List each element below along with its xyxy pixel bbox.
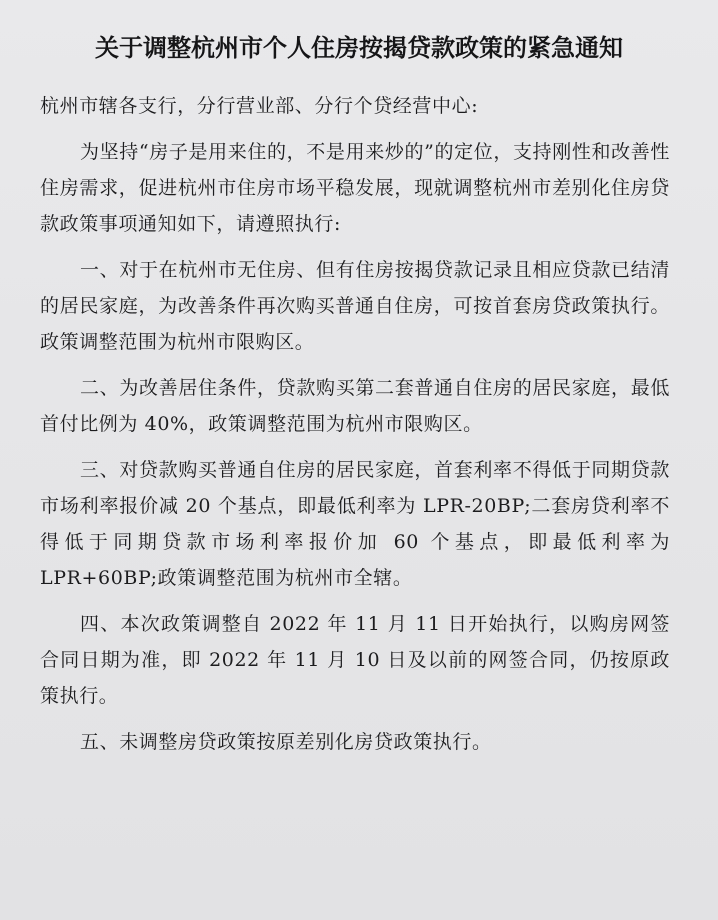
document-body bbox=[40, 88, 670, 770]
paragraph-item-1: 一、对于在杭州市无住房、但有住房按揭贷款记录且相应贷款已结清的居民家庭，为改善条件再次购买普通自住房，可按首套房贷政策执行。政策调整范围为杭州市限购区。 bbox=[40, 259, 670, 353]
paragraph-item-3: 三、对贷款购买普通自住房的居民家庭，首套利率不得低于同期贷款市场利率报价减 20 个基点，即最低利率为 LPR-20BP;二套房贷利率不得低于同期贷款市场利率报价加 60 个基点，即最低利率为 LPR+60BP;政策调整范围为杭州市全辖。 bbox=[40, 459, 670, 589]
paragraph-item-2: 二、为改善居住条件，贷款购买第二套普通自住房的居民家庭，最低首付比例为 40%，政策调整范围为杭州市限购区。 bbox=[40, 377, 670, 435]
paragraph-intro: 为坚持“房子是用来住的，不是用来炒的”的定位，支持刚性和改善性住房需求，促进杭州市住房市场平稳发展，现就调整杭州市差别化住房贷款政策事项通知如下，请遵照执行: bbox=[40, 141, 670, 235]
paragraph-item-4: 四、本次政策调整自 2022 年 11 月 11 日开始执行，以购房网签合同日期为准，即 2022 年 11 月 10 日及以前的网签合同，仍按原政策执行。 bbox=[40, 613, 670, 707]
salutation: 杭州市辖各支行，分行营业部、分行个贷经营中心: bbox=[40, 95, 479, 117]
paragraph-item-5: 五、未调整房贷政策按原差别化房贷政策执行。 bbox=[80, 731, 492, 753]
document-title: 关于调整杭州市个人住房按揭贷款政策的紧急通知 bbox=[95, 34, 623, 62]
